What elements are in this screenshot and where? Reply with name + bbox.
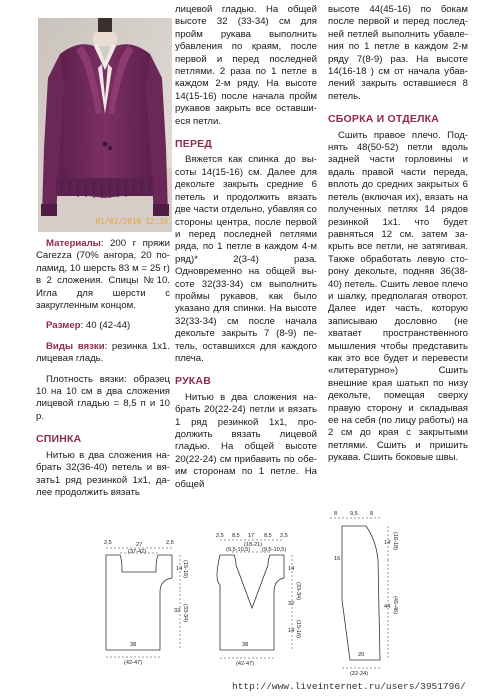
back-right-mid: 32	[174, 608, 181, 614]
knit-type-text: : резинка 1х1. лицевая гладь.	[36, 340, 170, 365]
front-right-c-range: (15-16)	[295, 620, 301, 639]
assembly-heading: СБОРКА И ОТДЕЛКА	[328, 113, 440, 126]
sleeve-heading: РУКАВ	[175, 375, 211, 388]
front-top-c: 17	[248, 533, 255, 539]
back-top-left: 2,5	[104, 540, 112, 546]
gauge-paragraph: Плотность вязки: образец 10 на 10 см в два сложения лицевой гладью = 8,5 п и 10 р.	[36, 373, 170, 422]
sleeve-top-b: 9,5	[350, 511, 358, 517]
sleeve-paragraph: Нитью в два сложения набрать 20(22-24) петли и вязать 1 ряд резинкой 1х1, продолжить вязать лицевой гладью. На общей высоте 20(22-24) см прибавить по обеим сторонам по 1 петле. На общей	[175, 391, 317, 490]
front-top-d: 8,5	[264, 533, 272, 539]
back-right-mid-range: (33-34)	[182, 604, 188, 623]
sleeve-right-top-range: (16-18)	[392, 532, 398, 551]
sleeve-right-main: 44	[384, 604, 391, 610]
size-text: : 40 (42-44)	[80, 320, 131, 332]
front-right-b-range: (33-34)	[295, 582, 301, 601]
front-right-b: 32	[288, 601, 295, 607]
front-outline	[217, 555, 284, 650]
sleeve-right-top: 14	[384, 540, 391, 546]
front-heading: ПЕРЕД	[175, 138, 213, 151]
back-bottom-range: (42-47)	[124, 660, 143, 666]
front-range-d: (9,5-10,5)	[262, 547, 287, 553]
sleeve-continued-paragraph: высоте 44(45-16) по бокам после первой и перед последней петлей выполнить убавления по 1 петле в каждом 2-м ряду 7(8-9) раз. На высоте 14(16-18 ) см от начала убавлений закрыть оставшиеся 8 петель.	[328, 4, 468, 102]
back-right-top: 14	[176, 566, 183, 572]
back-continued-paragraph: лицевой гладью. На общей высоте 32 (33-34) см для пройм рукава выполнить убавления по краям, после первой и перед последней петлями. 2 раза по 1 петле в каждом 2-м ряду. На высоте 14(15-16) после начала пройм рукавов закрыть все оставшиеся петли.	[175, 4, 317, 127]
sleeve-bottom-width: 20	[358, 652, 365, 658]
sleeve-top-a: 8	[334, 511, 338, 517]
front-right-a: 14	[288, 566, 295, 572]
front-range-b: (9,5-10,5)	[226, 547, 251, 553]
sleeve-bottom-range: (22-24)	[350, 671, 369, 677]
front-range-c: (18-21)	[244, 542, 263, 548]
sleeve-outline	[342, 526, 380, 660]
back-neck-range: (37-42)	[128, 549, 147, 555]
front-right-c: 14	[288, 628, 295, 634]
back-heading: СПИНКА	[36, 433, 82, 446]
back-bottom-width: 38	[130, 642, 137, 648]
front-paragraph: Вяжется как спинка до высоты 14(15-16) см. Далее для декольте закрыть средние 6 петель и продолжить вязать две части отдельно, убавляя со стороны центра, после первой и перед последней петлями ряда, по 1 петле в каждом 4-м ряд)* 2(3-4) раза. Одновременно на общей высоте 32(33-34) см выполнить проймы рукавов, как было указано для спинки. На высоте 32(33-34) см после начала декольте закрыть 7 (8-9) петель, оставшихся для каждого плеча.	[175, 154, 317, 364]
back-top-right: 2,5	[166, 540, 174, 546]
materials-label: Материалы	[46, 238, 101, 249]
back-outline	[106, 555, 172, 650]
photo-date-stamp: 01/02/2010 12:39	[95, 217, 168, 226]
sleeve-right-main-range: (45-46)	[392, 596, 398, 615]
front-bottom-range: (42-47)	[236, 661, 255, 667]
front-bottom-width: 38	[242, 642, 249, 648]
assembly-paragraph: Сшить правое плечо. Поднять 48(50-52) петли вдоль задней части горловины и вдаль правой части переда, вплоть до средних закрытых 6 петель (включая их), вязать на полученных петлях 14 рядов резинкой 1х1. что будет равняться 12 см. затем закрыть все петли, не затягивая. Также обработать левую сторону декольте, подняв 36(38-40) петель. Сшить левое плечо и шалку, предполагая отворот. Далее идет часть, которую записываю дословно (не хватает пространственного мышления чтобы представить как это все будет и перевести «литературно») Сшить внешние края шатькп по низу декольте, помещая сверху правую сторону и складывая ее на себя (по лицу работы) на 2 см до края с закрытыми петлями. Сшить и пришить рукава. Сшить боковые швы.	[328, 129, 468, 464]
sleeve-top-c: 8	[370, 511, 374, 517]
front-top-a: 2,5	[216, 533, 224, 539]
back-right-top-range: (15-16)	[182, 560, 188, 579]
back-paragraph: Нитью в два сложения набрать 32(36-40) петель и вязать1 ряд резинкой 1х1, далее продолжить вязать	[36, 449, 170, 498]
source-url: http://www.liveinternet.ru/users/3951796/	[232, 681, 466, 692]
front-top-b: 8,5	[232, 533, 240, 539]
knit-type-label: Виды вязки	[46, 340, 105, 352]
size-label: Размер	[46, 320, 81, 332]
back-neck-width: 27	[136, 542, 143, 548]
materials-text: : 200 г пряжи Carezza (70% ангора, 20 поламид, 10 шерсть 83 м = 25 г) в 2 сложения. Спицы №10. Игла для шерсти с закругленным концом.	[36, 238, 170, 312]
sleeve-left-top: 16	[334, 556, 341, 562]
front-top-e: 2,5	[280, 533, 288, 539]
